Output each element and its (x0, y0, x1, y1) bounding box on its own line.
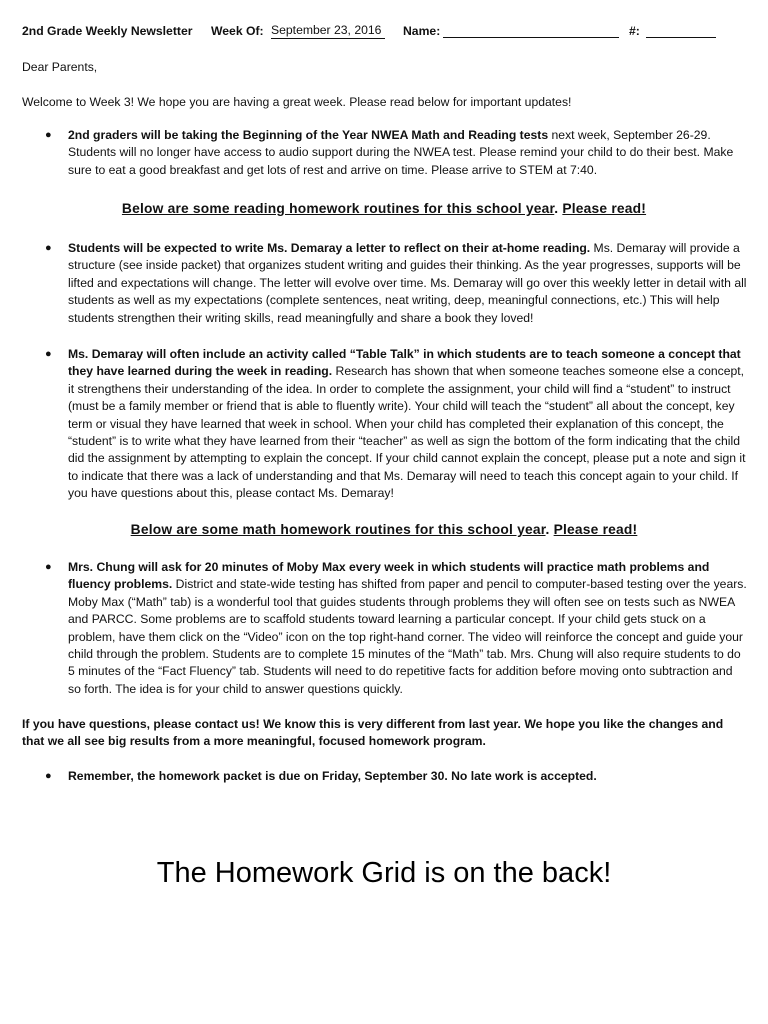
bullet-bold-lead: Students will be expected to write Ms. Demaray a letter to reflect on their at-home reading. (68, 241, 591, 255)
name-blank-line (443, 23, 619, 38)
name-label: Name: (403, 24, 441, 38)
homework-grid-callout: The Homework Grid is on the back! (156, 857, 612, 889)
bullet-bold-lead: Ms. Demaray will often include an activity called “Table Talk” in which students are to teach someone a concept that they have learned during the week in reading. (68, 347, 741, 379)
heading-please-read: Please read! (562, 201, 647, 216)
bullet-table-talk (45, 346, 748, 503)
bullet-body: Research has shown that when someone teaches someone else a concept, it strengthens their understanding of the idea. In order to complete the assignment, your child will find a “student” to instruct (must be a family member or friend that is able to fluently write). Your child will teach the “student” all about the concept, key term or visual they have learned that week in school. When your child has completed their explanation of this concept, the “student” is to write what they have learned from their “teacher” as well as sign the bottom of the form indicating that the child did the assignment by attempting to explain the concept. If your child cannot explain the concept, please put a note and sign it to indicate that there was a lack of understanding and that Ms. Demaray will need to teach this concept again to your child. If you have questions about this, please contact Ms. Demaray! (68, 364, 746, 501)
bullet-body: next week, September 26-29. Students will no longer have access to audio support during the NWEA test. Please remind your child to do their best. Make sure to eat a good breakfast and get lots of rest and arrive on time. Please arrive to STEM at 7:40. (68, 128, 734, 177)
bullet-dot-icon: ● (45, 129, 52, 141)
heading-separator: . (554, 201, 563, 216)
bullet-bold-lead: 2nd graders will be taking the Beginning of the Year NWEA Math and Reading tests (68, 128, 549, 142)
heading-main: Below are some reading homework routines for this school year (121, 201, 555, 216)
number-label: #: (629, 24, 640, 38)
bullet-text (68, 240, 748, 327)
greeting: Dear Parents, (22, 60, 98, 74)
bullet-nwea-tests (45, 127, 748, 179)
newsletter-header (22, 23, 762, 41)
bullet-dot-icon: ● (45, 770, 52, 782)
bullet-dot-icon: ● (45, 242, 52, 254)
bullet-dot-icon: ● (45, 561, 52, 573)
bullet-dot-icon: ● (45, 348, 52, 360)
heading-separator: . (545, 522, 554, 537)
heading-please-read: Please read! (553, 522, 638, 537)
bullet-text (68, 127, 748, 179)
bullet-moby-max (45, 559, 748, 698)
bullet-body: District and state-wide testing has shifted from paper and pencil to computer-based testing over the years. Moby Max (“Math” tab) is a wonderful tool that guides students through problems they will often see on tests such as NWEA and PARCC. Some problems are to scaffold students toward learning a particular concept. If your child gets stuck on a problem, have them click on the “Video” icon on the top right-hand corner. The video will reinforce the concept and guide your child through the problem. Students are to complete 15 minutes of the “Math” tab. Mrs. Chung will also require students to do 5 minutes of the “Fact Fluency” tab. Students will need to do repetitive facts for addition before moving onto subtraction and so forth. The idea is for your child to answer questions quickly. (68, 577, 747, 696)
reading-routines-heading (0, 200, 768, 217)
bullet-text (68, 346, 748, 503)
closing-message: If you have questions, please contact us! We know this is very different from last year. We hope you like the changes and that we all see big results from a more meaningful, focused homework program. (22, 717, 724, 749)
math-routines-heading (0, 521, 768, 538)
bullet-text (68, 559, 748, 698)
week-of-label: Week Of: (211, 24, 264, 38)
newsletter-title: 2nd Grade Weekly Newsletter (22, 24, 193, 38)
bullet-bold-lead: Mrs. Chung will ask for 20 minutes of Moby Max every week in which students will practice math problems and fluency problems. (68, 560, 710, 592)
week-of-value: September 23, 2016 (271, 23, 385, 39)
heading-main: Below are some math homework routines for this school year (130, 522, 546, 537)
welcome-message: Welcome to Week 3! We hope you are having a great week. Please read below for important updates! (22, 95, 572, 109)
bullet-body: Ms. Demaray will provide a structure (see inside packet) that organizes student writing and guides their thinking. As the year progresses, supports will be lifted and expectations will change. The letter will evolve over time. Ms. Demaray will go over this weekly letter in detail with all students as well as my expectations (complete sentences, neat writing, deep, meaningful connections, etc.) This will help students strengthen their writing skills, read meaningfully and share a book they loved! (68, 241, 747, 325)
bullet-packet-due (45, 768, 748, 785)
bullet-reading-letter (45, 240, 748, 327)
bullet-bold-lead: Remember, the homework packet is due on Friday, September 30. No late work is accepted. (68, 769, 597, 783)
number-blank-line (646, 23, 716, 38)
bullet-text (68, 768, 748, 785)
